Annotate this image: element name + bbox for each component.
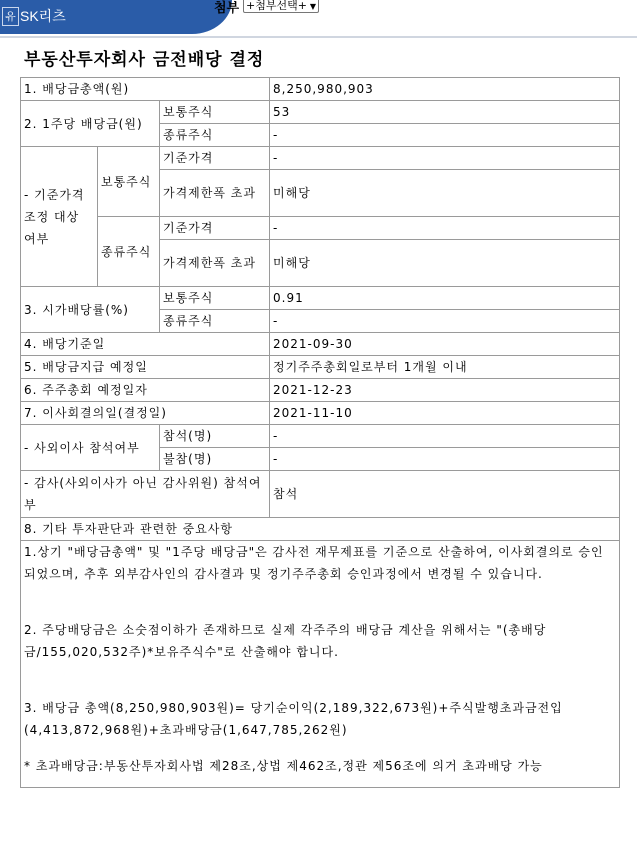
attach-label: 첨부 (214, 1, 240, 16)
agm-date-label: 6. 주주총회 예정일자 (21, 379, 270, 402)
table-row (21, 147, 620, 170)
table-row (21, 379, 620, 402)
note-2: 2. 주당배당금은 소숫점이하가 존재하므로 실제 각주주의 배당금 계산을 위해서는 "(총배당금/155,020,532주)*보유주식수"로 산출해야 합니다. (24, 623, 547, 659)
base-price-common-base-label: 기준가격 (160, 147, 270, 170)
note-3: 3. 배당금 총액(8,250,980,903원)= 당기순이익(2,189,322,673원)+주식발행초과금전입(4,413,872,968원)+초과배당금(1,647,785,262원) (24, 701, 563, 737)
other-heading: 8. 기타 투자판단과 관련한 중요사항 (21, 518, 620, 541)
table-row (21, 333, 620, 356)
company-tab[interactable] (0, 0, 232, 34)
board-date-label: 7. 이사회결의일(결정일) (21, 402, 270, 425)
table-row (21, 78, 620, 101)
attach-select-value: +첨부선택+ (246, 0, 307, 12)
base-price-preferred-limit-value: 미해당 (270, 240, 620, 287)
outside-directors-absent-value: - (270, 448, 620, 471)
outside-directors-label: - 사외이사 참석여부 (21, 425, 160, 471)
base-price-common-limit-value: 미해당 (270, 170, 620, 217)
record-date-label: 4. 배당기준일 (21, 333, 270, 356)
base-price-common-label: 보통주식 (98, 147, 160, 217)
base-price-common-base-value: - (270, 147, 620, 170)
base-price-common-limit-label: 가격제한폭 초과 (160, 170, 270, 217)
per-share-label: 2. 1주당 배당금(원) (21, 101, 160, 147)
payment-date-value: 정기주주총회일로부터 1개월 이내 (270, 356, 620, 379)
base-price-preferred-base-label: 기준가격 (160, 217, 270, 240)
company-badge: 유 (2, 7, 19, 26)
total-dividend-label: 1. 배당금총액(원) (21, 78, 270, 101)
header-divider (0, 36, 637, 38)
notes-cell (21, 541, 620, 788)
table-row (21, 518, 620, 541)
top-bar (0, 0, 637, 34)
note-spacer (24, 595, 616, 619)
note-spacer (24, 673, 616, 697)
base-price-preferred-limit-label: 가격제한폭 초과 (160, 240, 270, 287)
company-name: SK리츠 (20, 8, 66, 24)
per-share-common-value: 53 (270, 101, 620, 124)
yield-label: 3. 시가배당률(%) (21, 287, 160, 333)
yield-preferred-label: 종류주식 (160, 310, 270, 333)
attach-select[interactable] (243, 0, 319, 13)
note-1: 1.상기 "배당금총액" 및 "1주당 배당금"은 감사전 재무제표를 기준으로 산출하여, 이사회결의로 승인되었으며, 추후 외부감사인의 감사결과 및 정기주주총회 승인과정에서 변경될 수 있습니다. (24, 545, 604, 581)
yield-preferred-value: - (270, 310, 620, 333)
note-4: * 초과배당금:부동산투자회사법 제28조,상법 제462조,정관 제56조에 의거 초과배당 가능 (24, 759, 543, 773)
per-share-preferred-label: 종류주식 (160, 124, 270, 147)
chevron-down-icon: ▼ (309, 2, 316, 11)
base-price-preferred-base-value: - (270, 217, 620, 240)
table-row (21, 471, 620, 518)
dividend-table (20, 77, 620, 788)
auditor-label: - 감사(사외이사가 아닌 감사위원) 참석여부 (21, 471, 270, 518)
outside-directors-absent-label: 불참(명) (160, 448, 270, 471)
table-row (21, 287, 620, 310)
outside-directors-present-label: 참석(명) (160, 425, 270, 448)
outside-directors-present-value: - (270, 425, 620, 448)
yield-common-label: 보통주식 (160, 287, 270, 310)
table-row (21, 217, 620, 240)
yield-common-value: 0.91 (270, 287, 620, 310)
table-row (21, 541, 620, 788)
table-row (21, 101, 620, 124)
page-title: 부동산투자회사 금전배당 결정 (24, 50, 265, 70)
agm-date-value: 2021-12-23 (270, 379, 620, 402)
total-dividend-value: 8,250,980,903 (270, 78, 620, 101)
table-row (21, 425, 620, 448)
base-price-preferred-label: 종류주식 (98, 217, 160, 287)
board-date-value: 2021-11-10 (270, 402, 620, 425)
per-share-common-label: 보통주식 (160, 101, 270, 124)
payment-date-label: 5. 배당금지급 예정일 (21, 356, 270, 379)
table-row (21, 356, 620, 379)
table-row (21, 402, 620, 425)
auditor-value: 참석 (270, 471, 620, 518)
record-date-value: 2021-09-30 (270, 333, 620, 356)
base-price-label: - 기준가격 조정 대상 여부 (21, 147, 98, 287)
per-share-preferred-value: - (270, 124, 620, 147)
